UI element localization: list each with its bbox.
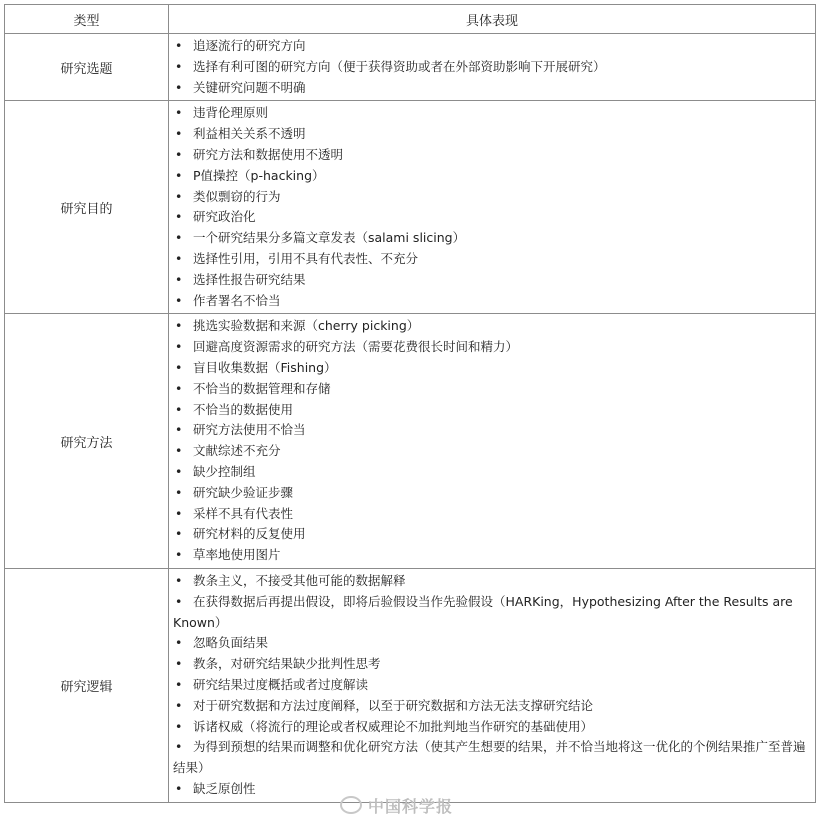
bullet-icon: • xyxy=(175,443,183,459)
item-text: 研究结果过度概括或者过度解读 xyxy=(193,676,369,692)
item-text: 教条，对研究结果缺少批判性思考 xyxy=(193,656,381,672)
list-item xyxy=(173,441,811,462)
item-text: 选择性引用，引用不具有代表性、不充分 xyxy=(193,250,419,266)
category-cell: 研究逻辑 xyxy=(5,568,169,802)
item-text: P值操控（p-hacking） xyxy=(193,167,325,183)
table-row xyxy=(5,568,816,802)
bullet-icon: • xyxy=(175,505,183,521)
category-cell: 研究选题 xyxy=(5,34,169,101)
list-item xyxy=(173,291,811,312)
list-item xyxy=(173,270,811,291)
list-item xyxy=(173,228,811,249)
table-row xyxy=(5,314,816,569)
bullet-icon: • xyxy=(175,79,183,95)
list-item xyxy=(173,379,811,400)
list-item xyxy=(173,36,811,57)
bullet-icon: • xyxy=(175,656,183,672)
item-text: 类似剽窃的行为 xyxy=(193,188,281,204)
item-text: 研究方法使用不恰当 xyxy=(193,422,306,438)
bullet-icon: • xyxy=(175,526,183,542)
bullet-icon: • xyxy=(175,547,183,563)
items-cell xyxy=(169,101,816,314)
bullet-icon: • xyxy=(175,209,183,225)
bullet-icon: • xyxy=(175,250,183,266)
header-manifestation: 具体表现 xyxy=(169,5,816,34)
list-item xyxy=(173,654,811,675)
item-text: 研究材料的反复使用 xyxy=(193,526,306,542)
item-text: 研究政治化 xyxy=(193,209,256,225)
item-text: 研究缺少验证步骤 xyxy=(193,484,294,500)
bullet-icon: • xyxy=(175,339,183,355)
bullet-icon: • xyxy=(175,105,183,121)
bullet-icon: • xyxy=(175,380,183,396)
list-item xyxy=(173,57,811,78)
table-body xyxy=(5,34,816,803)
item-text: 忽略负面结果 xyxy=(193,635,269,651)
list-item xyxy=(173,187,811,208)
bullet-icon: • xyxy=(175,318,183,334)
bullet-icon: • xyxy=(175,635,183,651)
list-item xyxy=(173,717,811,738)
item-text: 一个研究结果分多篇文章发表（salami slicing） xyxy=(193,230,466,246)
item-text: 关键研究问题不明确 xyxy=(193,79,306,95)
items-cell xyxy=(169,314,816,569)
item-text: 研究方法和数据使用不透明 xyxy=(193,146,344,162)
list-item xyxy=(173,483,811,504)
category-cell: 研究方法 xyxy=(5,314,169,569)
list-item xyxy=(173,779,811,800)
table-row xyxy=(5,101,816,314)
list-item xyxy=(173,504,811,525)
item-text: 缺少控制组 xyxy=(193,463,256,479)
bullet-icon: • xyxy=(175,676,183,692)
list-item xyxy=(173,737,811,779)
bullet-icon: • xyxy=(175,739,183,755)
bullet-icon: • xyxy=(175,271,183,287)
items-cell xyxy=(169,34,816,101)
list-item xyxy=(173,420,811,441)
list-item xyxy=(173,696,811,717)
item-text: 作者署名不恰当 xyxy=(193,292,281,308)
item-text: 违背伦理原则 xyxy=(193,105,269,121)
list-item xyxy=(173,524,811,545)
list-item xyxy=(173,145,811,166)
item-text: 文献综述不充分 xyxy=(193,443,281,459)
bullet-icon: • xyxy=(175,167,183,183)
item-text: 缺乏原创性 xyxy=(193,780,256,796)
item-text: 盲目收集数据（Fishing） xyxy=(193,359,337,375)
bullet-icon: • xyxy=(175,463,183,479)
list-item xyxy=(173,249,811,270)
bullet-icon: • xyxy=(175,401,183,417)
items-cell xyxy=(169,568,816,802)
bullet-icon: • xyxy=(175,146,183,162)
item-text: 挑选实验数据和来源（cherry picking） xyxy=(193,318,420,334)
bullet-icon: • xyxy=(175,359,183,375)
item-text: 草率地使用图片 xyxy=(193,547,281,563)
list-item xyxy=(173,358,811,379)
bullet-icon: • xyxy=(175,230,183,246)
item-text: 回避高度资源需求的研究方法（需要花费很长时间和精力） xyxy=(193,339,519,355)
list-item xyxy=(173,103,811,124)
list-item xyxy=(173,337,811,358)
list-item xyxy=(173,400,811,421)
list-item xyxy=(173,166,811,187)
item-text: 不恰当的数据使用 xyxy=(193,401,294,417)
item-text: 不恰当的数据管理和存储 xyxy=(193,380,331,396)
bullet-icon: • xyxy=(175,58,183,74)
item-text: 教条主义，不接受其他可能的数据解释 xyxy=(193,572,406,588)
item-text: 采样不具有代表性 xyxy=(193,505,294,521)
list-item xyxy=(173,675,811,696)
items-list xyxy=(173,36,811,98)
table-header-row xyxy=(5,5,816,34)
list-item xyxy=(173,207,811,228)
item-text: 追逐流行的研究方向 xyxy=(193,38,306,53)
list-item xyxy=(173,78,811,99)
item-text: 对于研究数据和方法过度阐释，以至于研究数据和方法无法支撑研究结论 xyxy=(193,697,594,713)
bullet-icon: • xyxy=(175,780,183,796)
bullet-icon: • xyxy=(175,188,183,204)
misconduct-table xyxy=(4,4,816,803)
item-text: 为得到预想的结果而调整和优化研究方法（使其产生想要的结果，并不恰当地将这一优化的个例结果推广至普遍结果） xyxy=(173,739,806,776)
bullet-icon: • xyxy=(175,697,183,713)
items-list xyxy=(173,571,811,800)
bullet-icon: • xyxy=(175,292,183,308)
item-text: 选择性报告研究结果 xyxy=(193,271,306,287)
bullet-icon: • xyxy=(175,718,183,734)
list-item xyxy=(173,316,811,337)
watermark xyxy=(340,794,453,817)
list-item xyxy=(173,462,811,483)
bullet-icon: • xyxy=(175,38,183,53)
bullet-icon: • xyxy=(175,593,183,609)
header-type: 类型 xyxy=(5,5,169,34)
table-row xyxy=(5,34,816,101)
list-item xyxy=(173,633,811,654)
bullet-icon: • xyxy=(175,422,183,438)
bullet-icon: • xyxy=(175,484,183,500)
category-cell: 研究目的 xyxy=(5,101,169,314)
list-item xyxy=(173,571,811,592)
item-text: 在获得数据后再提出假设，即将后验假设当作先验假设（HARKing，Hypothesizing After the Results are Known） xyxy=(173,593,793,630)
watermark-text: 中国科学报 xyxy=(368,797,454,816)
items-list xyxy=(173,103,811,311)
bullet-icon: • xyxy=(175,572,183,588)
items-list xyxy=(173,316,811,566)
item-text: 利益相关关系不透明 xyxy=(193,126,306,142)
list-item xyxy=(173,592,811,634)
weibo-icon xyxy=(340,796,362,814)
item-text: 选择有利可图的研究方向（便于获得资助或者在外部资助影响下开展研究） xyxy=(193,58,606,74)
item-text: 诉诸权威（将流行的理论或者权威理论不加批判地当作研究的基础使用） xyxy=(193,718,594,734)
bullet-icon: • xyxy=(175,126,183,142)
list-item xyxy=(173,124,811,145)
list-item xyxy=(173,545,811,566)
